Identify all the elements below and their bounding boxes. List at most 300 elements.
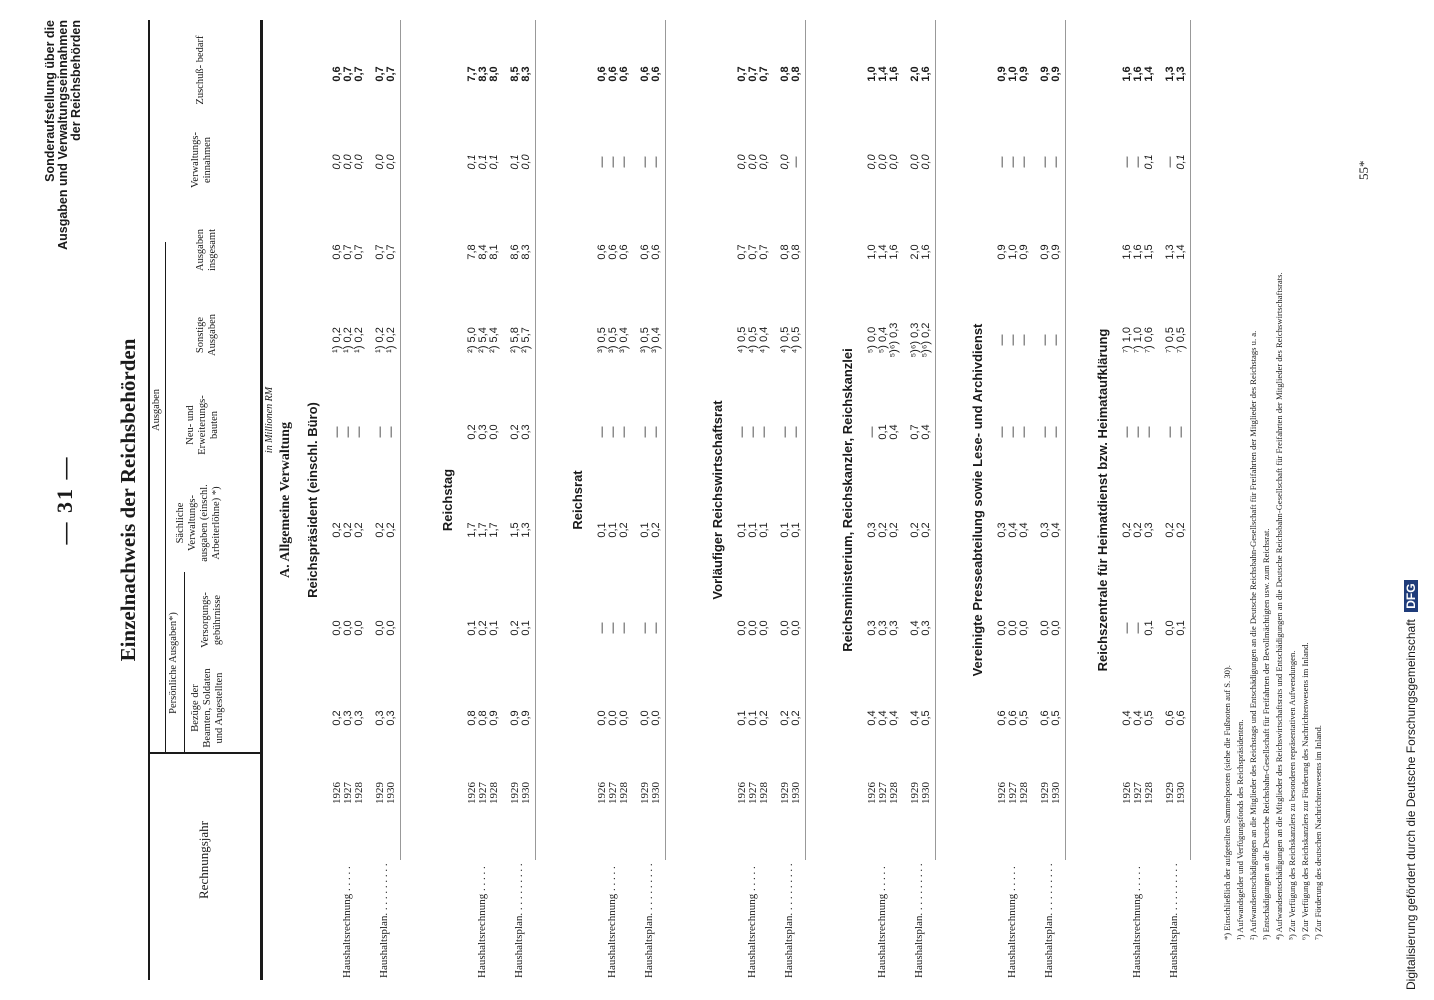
table-cell: 1,3	[1164, 244, 1176, 260]
footnote: ³) Entschädigungen an die Deutsche Reichsbahn-Gesellschaft für Freifahrten der Bevollmächtigten usw. zum Reichsrat.	[1261, 528, 1271, 940]
table-cell: 1,3	[1175, 66, 1187, 82]
table-cell: 0,3	[888, 620, 900, 636]
table-cell: 0,6	[618, 244, 630, 260]
table-cell: 1,3	[1164, 66, 1176, 82]
row-label-plan: Haushaltsplan. . . . . . . . . .	[1168, 863, 1180, 978]
table-cell: 0,2	[1132, 522, 1144, 538]
table-cell: ¹) 0,2	[342, 327, 354, 353]
year-label: 1929	[639, 782, 651, 804]
table-cell: 0,9	[1018, 66, 1030, 82]
header-zuschuss: Zuschuß- bedarf	[195, 35, 206, 105]
table-cell: 1,7	[466, 522, 478, 538]
table-cell: ¹) 0,2	[385, 327, 397, 353]
table-cell: 0,1	[877, 424, 889, 440]
table-cell: 0,9	[1039, 66, 1051, 82]
year-label: 1927	[477, 782, 489, 804]
table-cell: 0,7	[374, 244, 386, 260]
table-cell: —	[1039, 156, 1051, 168]
page-number: — 31 —	[52, 455, 77, 545]
table-cell: 0,2	[466, 424, 478, 440]
table-cell: 1,0	[1007, 244, 1019, 260]
table-cell: 0,6	[1175, 710, 1187, 726]
table-cell: ⁵) 0,4	[877, 326, 889, 354]
row-label-rechnung: Haushaltsrechnung . . . . .	[746, 866, 758, 978]
table-cell: 0,7	[342, 244, 354, 260]
table-cell: 0,5	[1018, 710, 1030, 726]
block-title: Reichspräsident (einschl. Büro)	[305, 402, 320, 598]
table-cell: 0,1	[488, 620, 500, 636]
table-cell: 1,7	[477, 522, 489, 538]
dfg-logo: DFG	[1404, 580, 1418, 611]
table-cell: —	[1050, 334, 1062, 346]
table-cell: —	[1175, 426, 1187, 438]
unit-label: in Millionen RM	[264, 386, 275, 454]
table-cell: 1,0	[866, 66, 878, 82]
row-label-plan: Haushaltsplan. . . . . . . . . .	[513, 863, 525, 978]
table-cell: 1,4	[1143, 66, 1155, 82]
table-cell: 0,1	[1175, 620, 1187, 636]
table-cell: 0,0	[877, 154, 889, 170]
table-cell: 1,5	[1143, 244, 1155, 260]
table-cell: —	[1039, 426, 1051, 438]
table-cell: —	[1050, 156, 1062, 168]
table-cell: 0,7	[353, 66, 365, 82]
table-cell: —	[639, 622, 651, 634]
year-label: 1926	[596, 782, 608, 804]
year-label: 1926	[736, 782, 748, 804]
table-cell: 0,1	[466, 154, 478, 170]
table-cell: ¹) 0,2	[374, 327, 386, 353]
footnote: ²) Aufwandsentschädigungen an die Mitglieder des Reichstags und Entschädigungen an die Deutsche Reichsbahn-Gesellschaft für Freifahrten der Mitglieder des Reichstags u. a.	[1248, 330, 1258, 940]
header-bezuege: Bezüge der Beamten, Soldaten und Angestellten	[190, 668, 225, 748]
table-cell: —	[331, 426, 343, 438]
table-cell: 0,1	[1143, 154, 1155, 170]
table-cell: 0,2	[1121, 522, 1133, 538]
section-title: A. Allgemeine Verwaltung	[278, 422, 293, 578]
table-cell: 0,0	[596, 710, 608, 726]
table-cell: 0,6	[331, 244, 343, 260]
table-cell: 0,7	[385, 66, 397, 82]
table-cell: 0,7	[385, 244, 397, 260]
table-cell: —	[1132, 156, 1144, 168]
table-cell: 0,3	[1039, 522, 1051, 538]
table-cell: 0,0	[520, 154, 532, 170]
table-cell: 0,4	[1050, 522, 1062, 538]
header-sonstige: Sonstige Ausgaben	[195, 314, 218, 356]
table-cell: 0,0	[888, 154, 900, 170]
table-cell: ²) 5,7	[520, 327, 532, 353]
table-cell: —	[1039, 334, 1051, 346]
table-cell: 0,7	[747, 66, 759, 82]
table-cell: 0,9	[488, 710, 500, 726]
table-cell: 0,9	[996, 244, 1008, 260]
year-label: 1929	[1164, 782, 1176, 804]
table-cell: 8,3	[520, 66, 532, 82]
table-cell: 0,3	[353, 710, 365, 726]
block-title: Reichszentrale für Heimatdienst bzw. Heimataufklärung	[1095, 328, 1110, 672]
table-cell: 0,2	[779, 710, 791, 726]
table-cell: ³) 0,4	[618, 327, 630, 353]
table-cell: ⁵)⁶) 0,2	[920, 322, 932, 358]
table-cell: 1,6	[1132, 66, 1144, 82]
table-cell: 0,5	[1050, 710, 1062, 726]
table-cell: 0,7	[909, 424, 921, 440]
row-label-plan: Haushaltsplan. . . . . . . . . .	[643, 863, 655, 978]
table-cell: 0,8	[779, 66, 791, 82]
table-cell: 0,3	[866, 522, 878, 538]
header-neubauten: Neu- und Erweiterungs- bauten	[185, 395, 220, 455]
table-cell: 8,3	[520, 244, 532, 260]
table-cell: 0,5	[920, 710, 932, 726]
table-cell: 0,6	[639, 66, 651, 82]
table-cell: 1,3	[520, 522, 532, 538]
table-cell: 0,6	[996, 710, 1008, 726]
table-cell: 0,3	[877, 620, 889, 636]
header-top-rule	[148, 20, 150, 980]
table-cell: 0,0	[747, 154, 759, 170]
footnote: ⁷) Zur Förderung des deutschen Nachrichtenwesens im Inland.	[1313, 725, 1323, 940]
table-cell: 0,2	[909, 522, 921, 538]
year-label: 1929	[909, 782, 921, 804]
table-cell: 0,7	[736, 244, 748, 260]
year-label: 1928	[618, 782, 630, 804]
block-rule	[535, 20, 536, 860]
table-cell: 0,1	[779, 522, 791, 538]
table-cell: 0,1	[477, 154, 489, 170]
table-cell: 0,4	[1007, 522, 1019, 538]
year-label: 1928	[1143, 782, 1155, 804]
table-cell: 1,6	[1121, 244, 1133, 260]
table-cell: 0,0	[909, 154, 921, 170]
table-cell: 0,0	[342, 620, 354, 636]
footer-page-number: 55*	[1356, 160, 1371, 180]
table-cell: 0,0	[331, 154, 343, 170]
table-cell: 0,6	[650, 244, 662, 260]
table-cell: 0,1	[466, 620, 478, 636]
table-cell: 0,0	[650, 710, 662, 726]
table-cell: 0,1	[736, 522, 748, 538]
block-rule	[805, 20, 806, 860]
table-cell: 0,2	[650, 522, 662, 538]
table-cell: ²) 5,4	[488, 327, 500, 353]
side-title-line-1: Sonderaufstellung über die	[43, 20, 57, 182]
table-cell: 8,6	[509, 244, 521, 260]
header-persoenliche: Persönliche Ausgaben*)	[168, 612, 179, 714]
block-rule	[400, 20, 401, 860]
table-cell: 0,7	[758, 244, 770, 260]
table-cell: 0,1	[736, 710, 748, 726]
table-cell: 0,1	[747, 522, 759, 538]
table-cell: 0,2	[509, 620, 521, 636]
table-cell: 0,2	[509, 424, 521, 440]
table-cell: 0,6	[618, 66, 630, 82]
table-cell: ²) 5,4	[477, 327, 489, 353]
table-cell: —	[1007, 334, 1019, 346]
table-cell: 0,3	[374, 710, 386, 726]
table-cell: 0,0	[618, 710, 630, 726]
table-cell: 0,3	[996, 522, 1008, 538]
table-cell: 0,2	[331, 522, 343, 538]
table-cell: —	[607, 156, 619, 168]
row-label-rechnung: Haushaltsrechnung . . . . .	[476, 866, 488, 978]
table-cell: 0,0	[779, 620, 791, 636]
table-cell: 0,4	[1018, 522, 1030, 538]
table-cell: 0,9	[520, 710, 532, 726]
table-cell: —	[1007, 156, 1019, 168]
year-label: 1927	[1007, 782, 1019, 804]
table-cell: 0,3	[385, 710, 397, 726]
table-cell: 0,0	[736, 620, 748, 636]
year-label: 1929	[374, 782, 386, 804]
table-cell: 0,4	[888, 424, 900, 440]
table-cell: 0,6	[596, 66, 608, 82]
year-label: 1929	[509, 782, 521, 804]
table-cell: 1,7	[488, 522, 500, 538]
table-cell: 0,6	[639, 244, 651, 260]
year-label: 1928	[353, 782, 365, 804]
year-label: 1930	[520, 782, 532, 804]
digitization-note	[1404, 0, 1418, 1000]
table-cell: ⁵)⁶) 0,3	[888, 322, 900, 358]
table-cell: 0,2	[618, 522, 630, 538]
table-cell: 0,0	[1018, 620, 1030, 636]
table-cell: —	[996, 426, 1008, 438]
table-cell: 0,5	[1143, 710, 1155, 726]
table-cell: 0,4	[909, 620, 921, 636]
table-cell: 0,0	[736, 154, 748, 170]
table-cell: 0,3	[477, 424, 489, 440]
table-cell: ⁷) 0,6	[1143, 327, 1155, 353]
year-label: 1930	[1175, 782, 1187, 804]
table-cell: ⁷) 1,0	[1121, 327, 1133, 353]
year-label: 1930	[790, 782, 802, 804]
table-cell: 0,9	[996, 66, 1008, 82]
table-cell: —	[1007, 426, 1019, 438]
table-cell: 0,0	[1050, 620, 1062, 636]
table-cell: 0,7	[374, 66, 386, 82]
table-cell: —	[779, 426, 791, 438]
table-cell: 8,0	[488, 66, 500, 82]
side-title	[44, 20, 83, 300]
table-cell: 0,0	[385, 620, 397, 636]
table-cell: —	[639, 156, 651, 168]
table-cell: 0,0	[920, 154, 932, 170]
table-cell: —	[1121, 622, 1133, 634]
table-cell: —	[607, 426, 619, 438]
table-cell: —	[385, 426, 397, 438]
table-cell: 0,9	[509, 710, 521, 726]
table-cell: ¹) 0,2	[331, 327, 343, 353]
table-cell: 0,7	[736, 66, 748, 82]
year-label: 1930	[385, 782, 397, 804]
table-cell: 0,8	[477, 710, 489, 726]
table-cell: 0,3	[866, 620, 878, 636]
block-rule	[665, 20, 666, 860]
table-cell: 0,6	[607, 66, 619, 82]
table-cell: —	[650, 622, 662, 634]
table-cell: —	[790, 156, 802, 168]
table-cell: 0,1	[1175, 154, 1187, 170]
table-cell: 2,0	[909, 244, 921, 260]
header-rechnungsjahr: Rechnungsjahr	[196, 821, 211, 899]
table-cell: 0,6	[596, 244, 608, 260]
table-cell: 0,1	[639, 522, 651, 538]
side-title-line-2: Ausgaben und Verwaltungseinnahmen	[56, 20, 70, 250]
table-cell: 8,5	[509, 66, 521, 82]
table-cell: 0,0	[779, 154, 791, 170]
table-cell: 0,2	[374, 522, 386, 538]
table-cell: —	[758, 426, 770, 438]
table-cell: 0,0	[607, 710, 619, 726]
table-cell: —	[1164, 156, 1176, 168]
side-title-line-3: der Reichsbehörden	[69, 20, 83, 141]
table-cell: 0,1	[758, 522, 770, 538]
table-cell: —	[618, 426, 630, 438]
header-versorgung: Versorgungs- gebührnisse	[200, 592, 223, 648]
year-label: 1930	[920, 782, 932, 804]
year-label: 1926	[466, 782, 478, 804]
table-cell: 0,2	[790, 710, 802, 726]
table-cell: —	[1018, 156, 1030, 168]
table-cell: 1,0	[866, 244, 878, 260]
year-column-rule	[148, 752, 263, 754]
year-label: 1928	[488, 782, 500, 804]
table-cell: ³) 0,5	[607, 327, 619, 353]
table-cell: 0,0	[639, 710, 651, 726]
table-cell: 0,0	[866, 154, 878, 170]
table-cell: 0,2	[920, 522, 932, 538]
header-insgesamt: Ausgaben insgesamt	[195, 229, 218, 271]
table-cell: —	[1132, 426, 1144, 438]
table-cell: 0,2	[385, 522, 397, 538]
year-label: 1927	[747, 782, 759, 804]
table-cell: ⁴) 0,5	[779, 326, 791, 354]
table-cell: —	[736, 426, 748, 438]
footnote: ⁶) Zur Verfügung des Reichskanzlers zur Förderung des Nachrichtenwesens im Inland.	[1300, 642, 1310, 940]
table-cell: 1,6	[888, 66, 900, 82]
table-cell: —	[639, 426, 651, 438]
table-cell: 0,2	[477, 620, 489, 636]
table-cell: ⁴) 0,5	[747, 326, 759, 354]
year-label: 1928	[888, 782, 900, 804]
table-cell: —	[1121, 426, 1133, 438]
table-cell: —	[866, 426, 878, 438]
table-cell: —	[596, 426, 608, 438]
block-rule	[935, 20, 936, 860]
row-label-plan: Haushaltsplan. . . . . . . . . .	[378, 863, 390, 978]
table-cell: 8,1	[488, 244, 500, 260]
year-label: 1926	[866, 782, 878, 804]
year-label: 1927	[1132, 782, 1144, 804]
table-cell: 7,8	[466, 244, 478, 260]
table-cell: —	[1132, 622, 1144, 634]
row-label-rechnung: Haushaltsrechnung . . . . .	[341, 866, 353, 978]
year-label: 1927	[607, 782, 619, 804]
block-title: Reichsrat	[570, 470, 585, 530]
table-cell: —	[996, 334, 1008, 346]
header-saechliche: Sächliche Verwaltungs- ausgaben (einschl. Arbeiterlöhne) *)	[175, 484, 222, 562]
table-cell: 1,6	[888, 244, 900, 260]
table-cell: 0,0	[342, 154, 354, 170]
table-cell: 0,4	[920, 424, 932, 440]
table-cell: —	[596, 156, 608, 168]
table-cell: —	[607, 622, 619, 634]
table-cell: 0,9	[1050, 66, 1062, 82]
table-cell: 0,0	[1164, 620, 1176, 636]
table-cell: —	[342, 426, 354, 438]
table-cell: ³) 0,5	[596, 327, 608, 353]
table-cell: 0,6	[1007, 710, 1019, 726]
table-cell: 0,4	[866, 710, 878, 726]
header-bottom-rule	[260, 20, 263, 980]
table-cell: 0,7	[342, 66, 354, 82]
table-cell: 0,2	[758, 710, 770, 726]
table-cell: —	[650, 156, 662, 168]
table-cell: 7,7	[466, 66, 478, 82]
table-cell: —	[374, 426, 386, 438]
row-label-rechnung: Haushaltsrechnung . . . . .	[1006, 866, 1018, 978]
table-cell: 0,6	[650, 66, 662, 82]
table-cell: 0,0	[996, 620, 1008, 636]
table-cell: ⁵)⁶) 0,3	[909, 322, 921, 358]
table-cell: 0,7	[758, 66, 770, 82]
header-einnahmen: Verwaltungs- einnahmen	[190, 132, 213, 188]
persoenliche-rule	[184, 572, 185, 752]
table-cell: 8,4	[477, 244, 489, 260]
table-cell: 0,3	[520, 424, 532, 440]
table-cell: 0,8	[779, 244, 791, 260]
table-cell: 0,2	[342, 522, 354, 538]
table-cell: 0,0	[374, 154, 386, 170]
table-cell: 0,1	[520, 620, 532, 636]
table-cell: 0,9	[1050, 244, 1062, 260]
block-title: Vorläufiger Reichswirtschaftsrat	[710, 400, 725, 600]
footnote: ¹) Aufwandsgelder und Verfügungsfonds des Reichspräsidenten.	[1235, 719, 1245, 940]
table-cell: 0,0	[1039, 620, 1051, 636]
table-cell: —	[747, 426, 759, 438]
table-cell: ²) 5,0	[466, 327, 478, 353]
block-title: Reichsministerium, Reichskanzler, Reichskanzlei	[840, 348, 855, 652]
table-cell: 0,0	[353, 620, 365, 636]
table-cell: 0,7	[353, 244, 365, 260]
table-cell: 0,6	[1039, 710, 1051, 726]
footnote: *) Einschließlich der aufgeteilten Sammelposten (siehe die Fußnoten auf S. 30).	[1222, 665, 1232, 940]
table-cell: 0,3	[342, 710, 354, 726]
table-cell: 0,0	[1007, 620, 1019, 636]
table-cell: —	[1018, 334, 1030, 346]
row-label-rechnung: Haushaltsrechnung . . . . .	[606, 866, 618, 978]
table-cell: 0,0	[331, 620, 343, 636]
year-label: 1930	[1050, 782, 1062, 804]
table-cell: —	[650, 426, 662, 438]
table-cell: 0,0	[747, 620, 759, 636]
table-cell: 0,1	[1143, 620, 1155, 636]
table-cell: —	[1143, 426, 1155, 438]
table-cell: 0,0	[488, 424, 500, 440]
table-cell: —	[1121, 156, 1133, 168]
table-cell: 0,0	[374, 620, 386, 636]
table-cell: 0,7	[747, 244, 759, 260]
year-label: 1926	[331, 782, 343, 804]
footnote: ⁵) Zur Verfügung des Reichskanzlers zu besonderen repräsentativen Aufwendungen.	[1287, 650, 1297, 940]
table-cell: —	[618, 622, 630, 634]
table-cell: ⁷) 1,0	[1132, 327, 1144, 353]
table-cell: 2,0	[909, 66, 921, 82]
table-cell: 0,1	[790, 522, 802, 538]
table-cell: —	[1050, 426, 1062, 438]
table-cell: 0,4	[1121, 710, 1133, 726]
table-cell: 0,6	[1164, 710, 1176, 726]
